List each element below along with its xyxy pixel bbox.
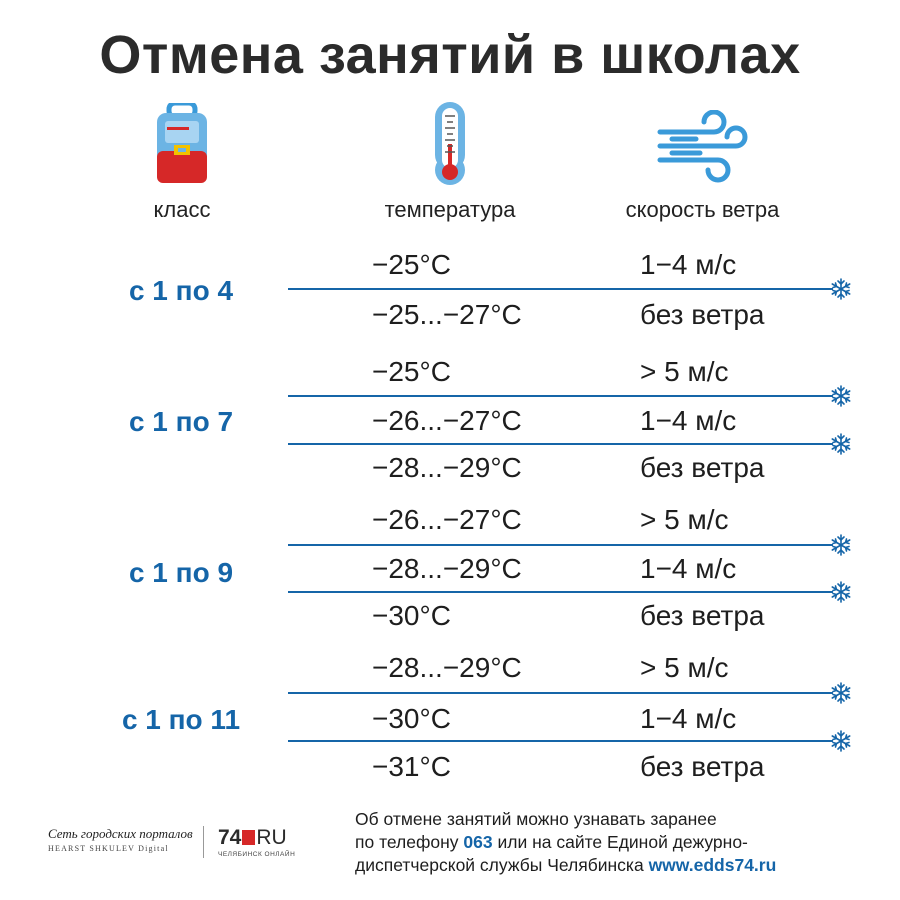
- portal-network-label: Сеть городских порталов: [48, 826, 193, 841]
- wind-cell: > 5 м/с: [640, 504, 729, 535]
- footer-text: или на сайте Единой дежурно-: [492, 832, 748, 852]
- phone-number[interactable]: 063: [463, 832, 493, 852]
- wind-cell: > 5 м/с: [640, 356, 729, 387]
- logo-divider: [203, 826, 204, 858]
- row-divider: [288, 740, 833, 742]
- footer-line-1: Об отмене занятий можно узнавать заранее: [355, 809, 717, 829]
- wind-cell: 1−4 м/с: [640, 703, 737, 734]
- footer-text: диспетчерской службы Челябинска: [355, 855, 649, 875]
- temperature-cell: −28...−29°C: [372, 652, 522, 683]
- website-link[interactable]: www.edds74.ru: [648, 855, 777, 875]
- logo-red-square: [242, 830, 255, 845]
- row-divider: [288, 288, 833, 290]
- logo-tagline: ЧЕЛЯБИНСК ОНЛАЙН: [218, 851, 296, 858]
- publisher-label: HEARST SHKULEV Digital: [48, 844, 169, 853]
- page-title: Отмена занятий в школах: [99, 25, 801, 85]
- footer-text: по телефону: [355, 832, 464, 852]
- temperature-cell: −26...−27°C: [372, 504, 522, 535]
- temperature-cell: −25°C: [372, 249, 451, 280]
- temperature-cell: −30°C: [372, 600, 451, 631]
- wind-cell: > 5 м/с: [640, 652, 729, 683]
- wind-icon: [656, 110, 748, 184]
- 74ru-logo: [218, 826, 295, 858]
- wind-cell: 1−4 м/с: [640, 249, 737, 280]
- temperature-cell: −25°C: [372, 356, 451, 387]
- wind-cell: 1−4 м/с: [640, 405, 737, 436]
- grade-label: с 1 по 7: [128, 406, 234, 437]
- row-divider: [288, 591, 833, 593]
- hearst-shkulev-logo: [48, 826, 193, 853]
- temperature-cell: −28...−29°C: [372, 553, 522, 584]
- temperature-cell: −31°C: [372, 751, 451, 782]
- footer-line-3: [355, 854, 776, 877]
- grade-label: с 1 по 4: [128, 275, 234, 306]
- snowflake-icon: [830, 682, 852, 704]
- column-header-wind: скорость ветра: [625, 197, 780, 222]
- column-header-grade: класс: [153, 197, 211, 222]
- row-divider: [288, 395, 833, 397]
- backpack-icon: [155, 103, 209, 185]
- wind-cell: 1−4 м/с: [640, 553, 737, 584]
- snowflake-icon: [830, 534, 852, 556]
- footer-note: [355, 808, 776, 877]
- snowflake-icon: [830, 385, 852, 407]
- logo-number: 74: [218, 826, 242, 849]
- snowflake-icon: [830, 730, 852, 752]
- snowflake-icon: [830, 278, 852, 300]
- temperature-cell: −25...−27°C: [372, 299, 522, 330]
- grade-label: с 1 по 9: [128, 557, 234, 588]
- column-header-temperature: температура: [384, 197, 516, 222]
- wind-cell: без ветра: [640, 299, 765, 330]
- row-divider: [288, 692, 833, 694]
- temperature-cell: −28...−29°C: [372, 452, 522, 483]
- footer-line-2: [355, 831, 776, 854]
- snowflake-icon: [830, 581, 852, 603]
- wind-cell: без ветра: [640, 600, 765, 631]
- temperature-cell: −30°C: [372, 703, 451, 734]
- row-divider: [288, 443, 833, 445]
- snowflake-icon: [830, 433, 852, 455]
- wind-cell: без ветра: [640, 452, 765, 483]
- logo-suffix: RU: [256, 826, 287, 849]
- temperature-cell: −26...−27°C: [372, 405, 522, 436]
- row-divider: [288, 544, 833, 546]
- grade-label: с 1 по 11: [121, 704, 241, 735]
- thermometer-icon: [433, 102, 467, 186]
- wind-cell: без ветра: [640, 751, 765, 782]
